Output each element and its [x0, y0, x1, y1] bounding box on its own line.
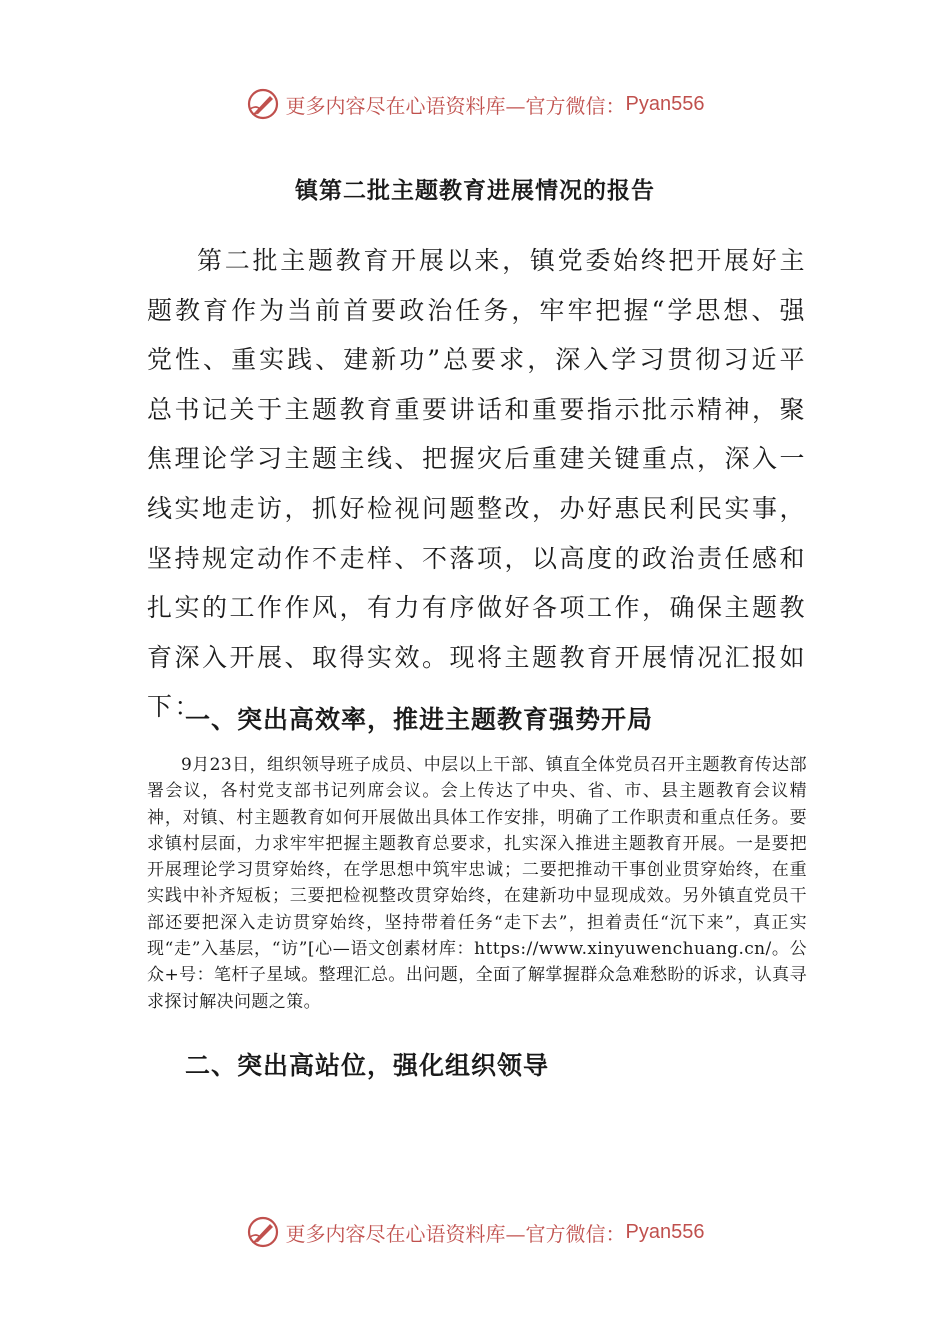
section-heading-1: 一、突出高效率，推进主题教育强势开局: [185, 705, 654, 734]
wechat-id: Pyan556: [625, 92, 705, 115]
page-title: 镇第二批主题教育进展情况的报告: [295, 177, 655, 204]
header-banner: [0, 84, 950, 124]
pen-logo-icon: [246, 87, 280, 121]
section-heading-2: 二、突出高站位，强化组织领导: [185, 1051, 550, 1080]
banner-text: 更多内容尽在心语资料库—官方微信：: [285, 1221, 626, 1246]
footer-banner: [0, 1212, 950, 1252]
intro-paragraph: 第二批主题教育开展以来，镇党委始终把开展好主题教育作为当前首要政治任务，牢牢把握“学思想、强党性、重实践、建新功”总要求，深入学习贯彻习近平总书记关于主题教育重要讲话和重要指示批示精神，聚焦理论学习主题主线、把握灾后重建关键重点，深入一线实地走访，抓好检视问题整改，办好惠民利民实事，坚持规定动作不走样、不落项，以高度的政治责任感和扎实的工作作风，有力有序做好各项工作，确保主题教育深入开展、取得实效。现将主题教育开展情况汇报如下：: [147, 246, 808, 722]
section-1-paragraph: 9月23日，组织领导班子成员、中层以上干部、镇直全体党员召开主题教育传达部署会议，各村党支部书记列席会议。会上传达了中央、省、市、县主题教育会议精神，对镇、村主题教育如何开展做出具体工作安排，明确了工作职责和重点任务。要求镇村层面，力求牢牢把握主题教育总要求，扎实深入推进主题教育开展。一是要把开展理论学习贯穿始终，在学思想中筑牢忠诚；二要把推动干事创业贯穿始终，在重实践中补齐短板；三要把检视整改贯穿始终，在建新功中显现成效。另外镇直党员干部还要把深入走访贯穿始终，坚持带着任务“走下去”，担着责任“沉下来”，真正实现“走”入基层，“访”[心—语文创素材库：https://www.xinyuwenchuang.cn/。公众+号：笔杆子星域。整理汇总。出问题，全面了解掌握群众急难愁盼的诉求，认真寻求探讨解决问题之策。: [147, 755, 807, 1012]
pen-logo-icon: [246, 1215, 280, 1249]
wechat-id: Pyan556: [625, 1220, 705, 1243]
banner-text: 更多内容尽在心语资料库—官方微信：: [285, 93, 626, 118]
